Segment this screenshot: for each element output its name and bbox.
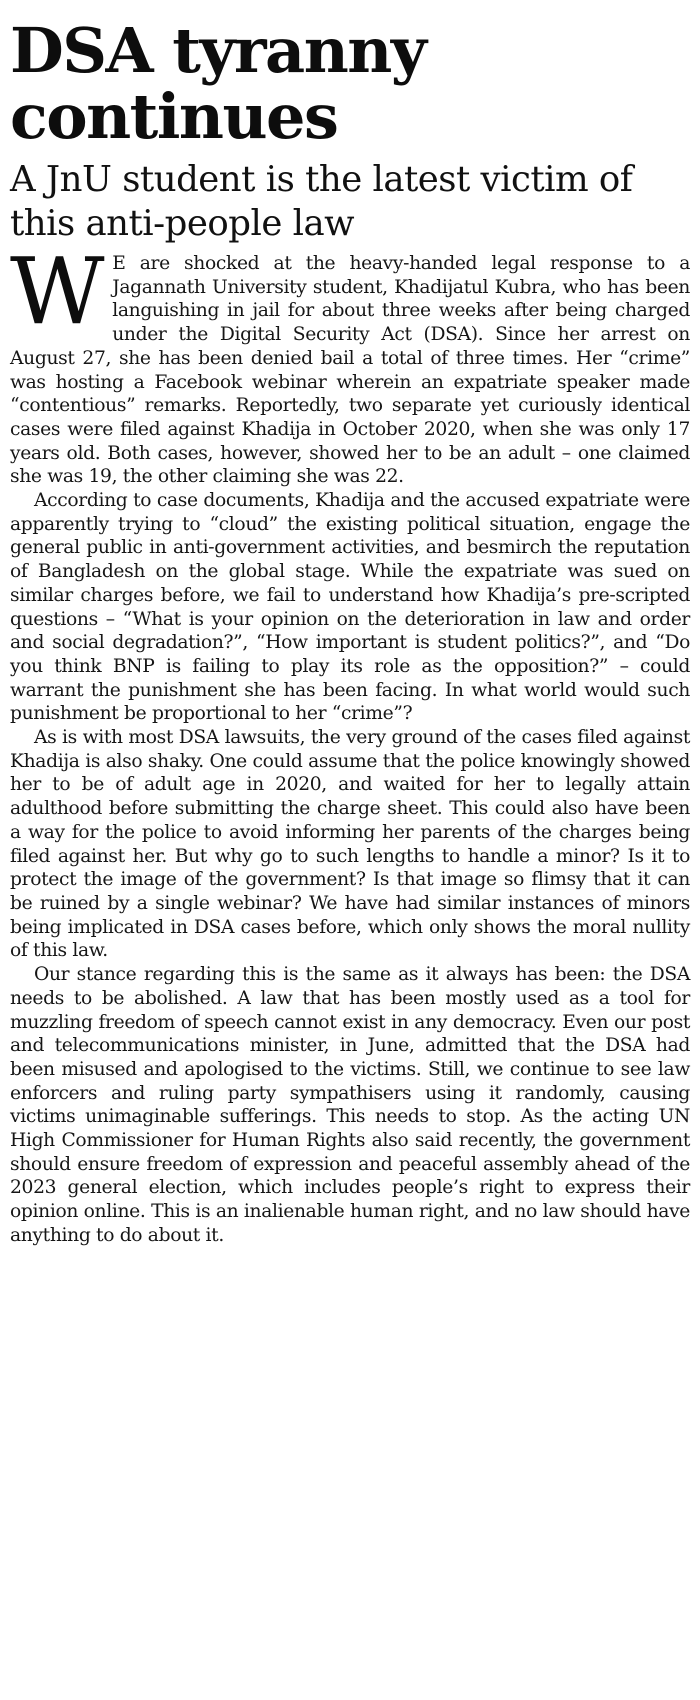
drop-cap: W [10, 238, 105, 345]
article-body [10, 238, 690, 1248]
paragraph-3: As is with most DSA lawsuits, the very ground of the cases filed against Khadija is also shaky. One could assume that the police knowingly showed her to be of adult age in 2020, and waited for her to legally attain adulthood before submitting the charge sheet. This could also have been a way for the police to avoid informing her parents of the charges being filed against her. But why go to such lengths to handle a minor? Is it to protect the image of the government? Is that image so flimsy that it can be ruined by a single webinar? We have had similar instances of minors being implicated in DSA cases before, which only shows the moral nullity of this law. [10, 727, 690, 962]
subheadline: A JnU student is the latest victim of this anti-people law [10, 159, 633, 244]
paragraph-2: According to case documents, Khadija and the accused expatriate were apparently trying to “cloud” the existing political situation, engage the general public in anti-government activities, and besmirch the reputation of Bangladesh on the global stage. While the expatriate was sued on similar charges before, we fail to understand how Khadija’s pre-scripted questions – “What is your opinion on the deterioration in law and order and social degradation?”, “How important is student politics?”, and “Do you think BNP is failing to play its role as the opposition?” – could warrant the punishment she has been facing. In what world would such punishment be proportional to her “crime”? [10, 490, 690, 725]
paragraph-1-text: E are shocked at the heavy-handed legal response to a Jagannath University student, Khadijatul Kubra, who has been languishing in jail for about three weeks after being charged under the Digital Security Act (DSA). Since her arrest on August 27, she has been denied bail a total of three times. Her “crime” was hosting a Facebook webinar wherein an expatriate speaker made “contentious” remarks. Reportedly, two separate yet curiously identical cases were filed against Khadija in October 2020, when she was only 17 years old. Both cases, however, showed her to be an adult – one claimed she was 19, the other claiming she was 22. [10, 253, 690, 488]
headline: DSA tyranny continues [10, 14, 426, 153]
editorial-article [10, 14, 690, 1248]
paragraph-1 [10, 238, 690, 489]
paragraph-4: Our stance regarding this is the same as it always has been: the DSA needs to be abolished. A law that has been mostly used as a tool for muzzling freedom of speech cannot exist in any democracy. Even our post and telecommunications minister, in June, admitted that the DSA had been misused and apologised to the victims. Still, we continue to see law enforcers and ruling party sympathisers using it randomly, causing victims unimaginable sufferings. This needs to stop. As the acting UN High Commissioner for Human Rights also said recently, the government should ensure freedom of expression and peaceful assembly ahead of the 2023 general election, which includes people’s right to express their opinion online. This is an inalienable human right, and no law should have anything to do about it. [10, 964, 690, 1246]
